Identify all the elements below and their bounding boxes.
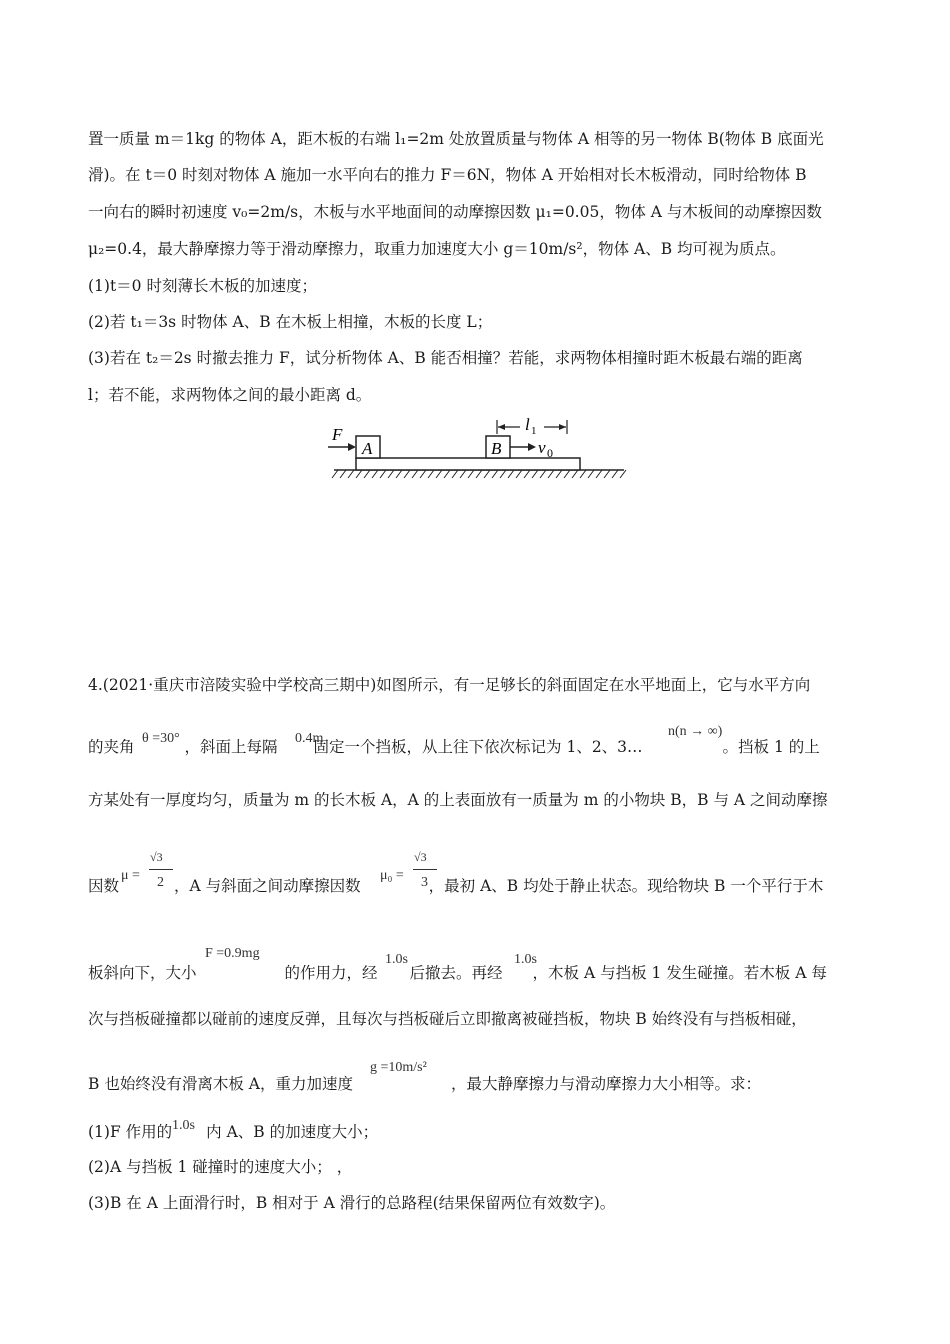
dim-arrow-left — [498, 424, 505, 430]
theta-expr: θ =30° — [142, 731, 180, 746]
p4-line2-c: 固定一个挡板，从上往下依次标记为 1、2、3… — [313, 738, 643, 756]
p4-line-3: 方某处有一厚度均匀，质量为 m 的长木板 A，A 的上表面放有一质量为 m 的小物块 B，B 与 A 之间动摩擦 — [88, 791, 828, 809]
dim-arrow-right — [559, 424, 566, 430]
time2-expr: 1.0s — [514, 952, 537, 967]
p4-line7-a: B 也始终没有滑离木板 A，重力加速度 — [88, 1075, 353, 1093]
p4-line-1: 4.(2021·重庆市涪陵实验中学校高三期中)如图所示，有一足够长的斜面固定在水平地面上，它与水平方向 — [88, 676, 811, 694]
p4-line5-a: 板斜向下，大小 — [88, 964, 197, 982]
p4-line2-d: 。挡板 1 的上 — [722, 738, 820, 756]
p3-line-4: μ₂=0.4，最大静摩擦力等于滑动摩擦力，取重力加速度大小 g＝10m/s²，物体 A、B 均可视为质点。 — [88, 240, 786, 258]
board-figure — [320, 412, 640, 484]
p3-line-1: 置一质量 m＝1kg 的物体 A，距木板的右端 l₁=2m 处放置质量与物体 A 相等的另一物体 B(物体 B 底面光 — [88, 130, 824, 148]
force-label: F — [332, 425, 343, 444]
p4-line-2 — [88, 737, 820, 757]
spacing-expr: 0.4m — [295, 731, 324, 746]
force-expr: F =0.9mg — [205, 946, 260, 961]
mu0-fraction-bar — [413, 869, 437, 870]
p3-question-3: (3)若在 t₂＝2s 时撤去推力 F，试分析物体 A、B 能否相撞？若能，求两物体相撞时距木板最右端的距离 — [88, 349, 803, 367]
p4-line-5 — [88, 963, 827, 983]
p3-question-3-cont: l；若不能，求两物体之间的最小距离 d。 — [88, 386, 372, 404]
gravity-expr: g =10m/s² — [370, 1060, 427, 1075]
dim-label: l — [525, 415, 530, 434]
mu-denominator: 2 — [157, 875, 164, 890]
force-arrow-head — [348, 443, 356, 451]
p4-line4-c: ，最初 A、B 均处于静止状态。现给物块 B 一个平行于木 — [428, 877, 824, 895]
p3-line-2: 滑)。在 t＝0 时刻对物体 A 施加一水平向右的推力 F＝6N，物体 A 开始相对长木板滑动，同时给物体 B — [88, 166, 807, 184]
block-b-label: B — [491, 439, 502, 458]
p3-question-2: (2)若 t₁＝3s 时物体 A、B 在木板上相撞，木板的长度 L； — [88, 313, 493, 331]
p4-line2-a: 的夹角 — [88, 738, 135, 756]
mu0-numerator: √3 — [414, 850, 427, 864]
time1-expr: 1.0s — [385, 952, 408, 967]
p3-line-3: 一向右的瞬时初速度 v₀=2m/s，木板与水平地面间的动摩擦因数 μ₁=0.05，物体 A 与木板间的动摩擦因数 — [88, 203, 822, 221]
p4-line2-b: ，斜面上每隔 — [184, 738, 278, 756]
mu-label: μ = — [121, 868, 140, 883]
p4-line5-b: 的作用力，经 — [284, 964, 378, 982]
p4-line-4 — [88, 876, 823, 896]
block-a-label: A — [362, 439, 373, 458]
p4-question-1 — [88, 1122, 378, 1142]
dim-subscript: 1 — [531, 425, 537, 437]
mu-fraction-bar — [149, 869, 173, 870]
p4-line4-b: ，A 与斜面之间动摩擦因数 — [174, 877, 361, 895]
mu0-denominator: 3 — [421, 875, 428, 890]
mu-numerator: √3 — [150, 850, 163, 864]
p4-line7-b: ，最大静摩擦力与滑动摩擦力大小相等。求： — [450, 1075, 761, 1093]
p4-line4-a: 因数 — [88, 877, 120, 895]
velocity-arrow-head — [528, 443, 536, 451]
mu0-label: μ₀ = — [380, 868, 404, 883]
p4-line5-c: 后撤去。再经 — [409, 964, 503, 982]
p4-line-7 — [88, 1074, 761, 1094]
ground-hatching — [332, 470, 626, 478]
p4-q1-b: 内 A、B 的加速度大小； — [206, 1123, 379, 1141]
velocity-subscript: 0 — [547, 446, 553, 460]
p4-question-3: (3)B 在 A 上面滑行时，B 相对于 A 滑行的总路程(结果保留两位有效数字)。 — [88, 1194, 616, 1212]
velocity-label: v — [538, 438, 546, 457]
p3-question-1: (1)t＝0 时刻薄长木板的加速度； — [88, 277, 317, 295]
n-expr: n(n → ∞) — [668, 724, 723, 739]
p4-line5-d: ，木板 A 与挡板 1 发生碰撞。若木板 A 每 — [532, 964, 827, 982]
p4-q1-a: (1)F 作用的 — [88, 1123, 173, 1141]
p4-line-6: 次与挡板碰撞都以碰前的速度反弹，且每次与挡板碰后立即撤离被碰挡板，物块 B 始终没有与挡板相碰， — [88, 1010, 807, 1028]
p4-question-2: (2)A 与挡板 1 碰撞时的速度大小； ， — [88, 1158, 353, 1176]
q1-time-expr: 1.0s — [172, 1118, 195, 1133]
